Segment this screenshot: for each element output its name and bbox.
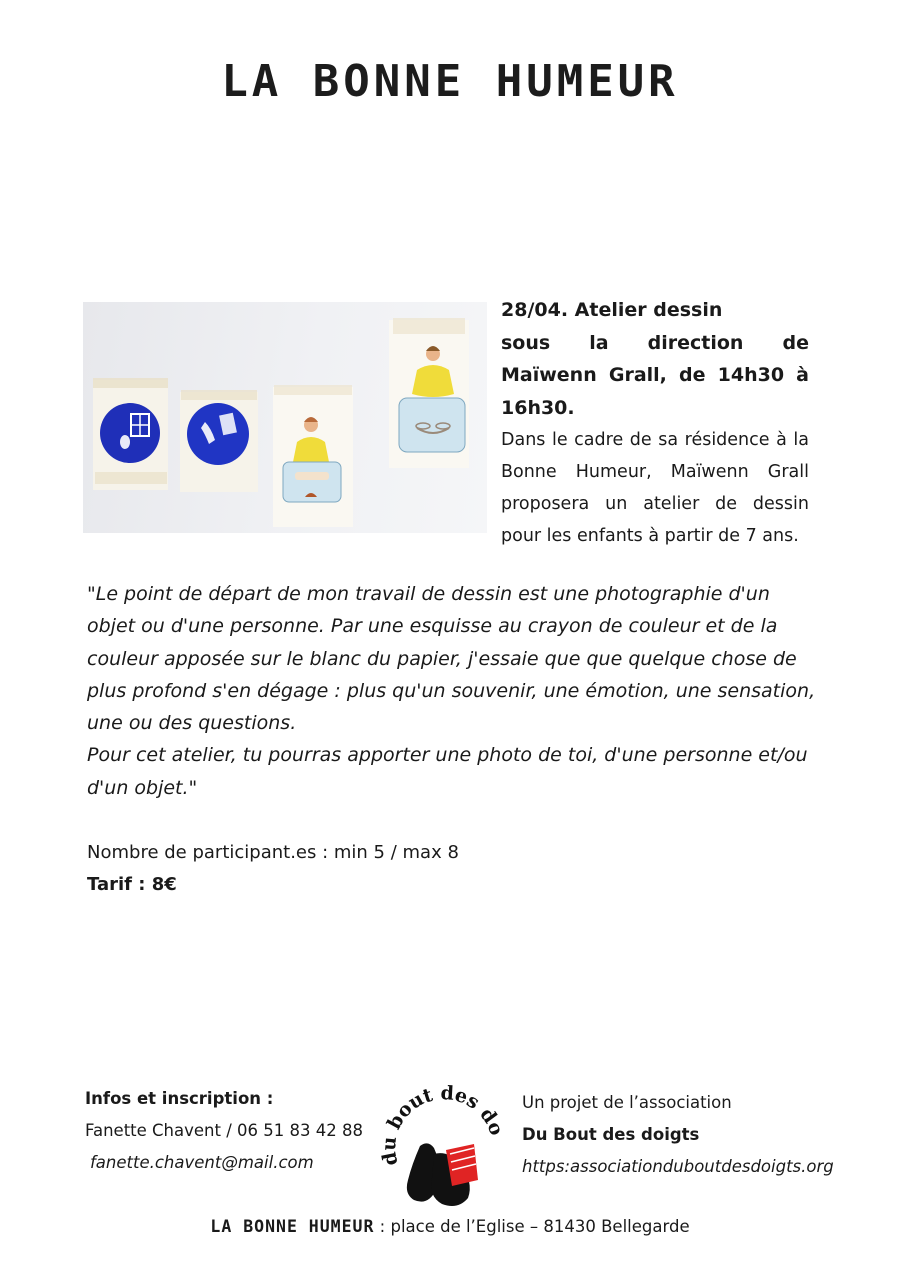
project-block [522,1087,834,1183]
infos-label: Infos et inscription : [85,1089,274,1108]
project-line: Un projet de l’association [522,1093,732,1112]
logo-text: du bout des do [378,1084,508,1168]
address-brand: LA BONNE HUMEUR [210,1217,375,1236]
contact-email: fanette.chavent@mail.com [90,1153,314,1172]
association-logo [378,1084,508,1214]
tarif-info [87,870,177,900]
artist-quote [87,578,817,804]
association-url: https:associationduboutdesdoigts.org [522,1157,834,1176]
poster-title: LA BONNE HUMEUR [221,56,679,107]
address-line [0,1212,900,1242]
quote-paragraph: "Le point de départ de mon travail de dessin est une photographie d'un objet ou d'une personne. Par une esquisse au crayon de couleur et de la couleur apposée sur le blanc du papier, j'essaie que que quelque chose de plus profond s'en dégage : plus qu'un souvenir, une émotion, une sensation, une ou des questions. [87,583,816,735]
event-description: Dans le cadre de sa résidence à la Bonne Humeur, Maïwenn Grall proposera un atelier de dessin pour les enfants à partir de 7 ans. [501,430,809,546]
quote-paragraph: Pour cet atelier, tu pourras apporter une photo de toi, d'une personne et/ou d'un objet." [87,744,808,799]
tarif-value: 8€ [151,874,177,895]
workshop-photo [83,302,487,533]
contact-line: Fanette Chavent / 06 51 83 42 88 [85,1121,363,1140]
event-title: 28/04. Atelier dessin [501,299,723,321]
contact-block [85,1083,363,1179]
event-direction: sous la direction de Maïwenn Grall, de 14h30 à 16h30. [501,331,809,419]
association-name: Du Bout des doigts [522,1125,700,1144]
address-text: : place de l’Eglise – 81430 Bellegarde [374,1217,690,1236]
event-block [501,294,809,552]
blue-circle-drawing [187,403,249,465]
tarif-label: Tarif : [87,874,152,895]
participants-info: Nombre de participant.es : min 5 / max 8 [87,842,459,863]
